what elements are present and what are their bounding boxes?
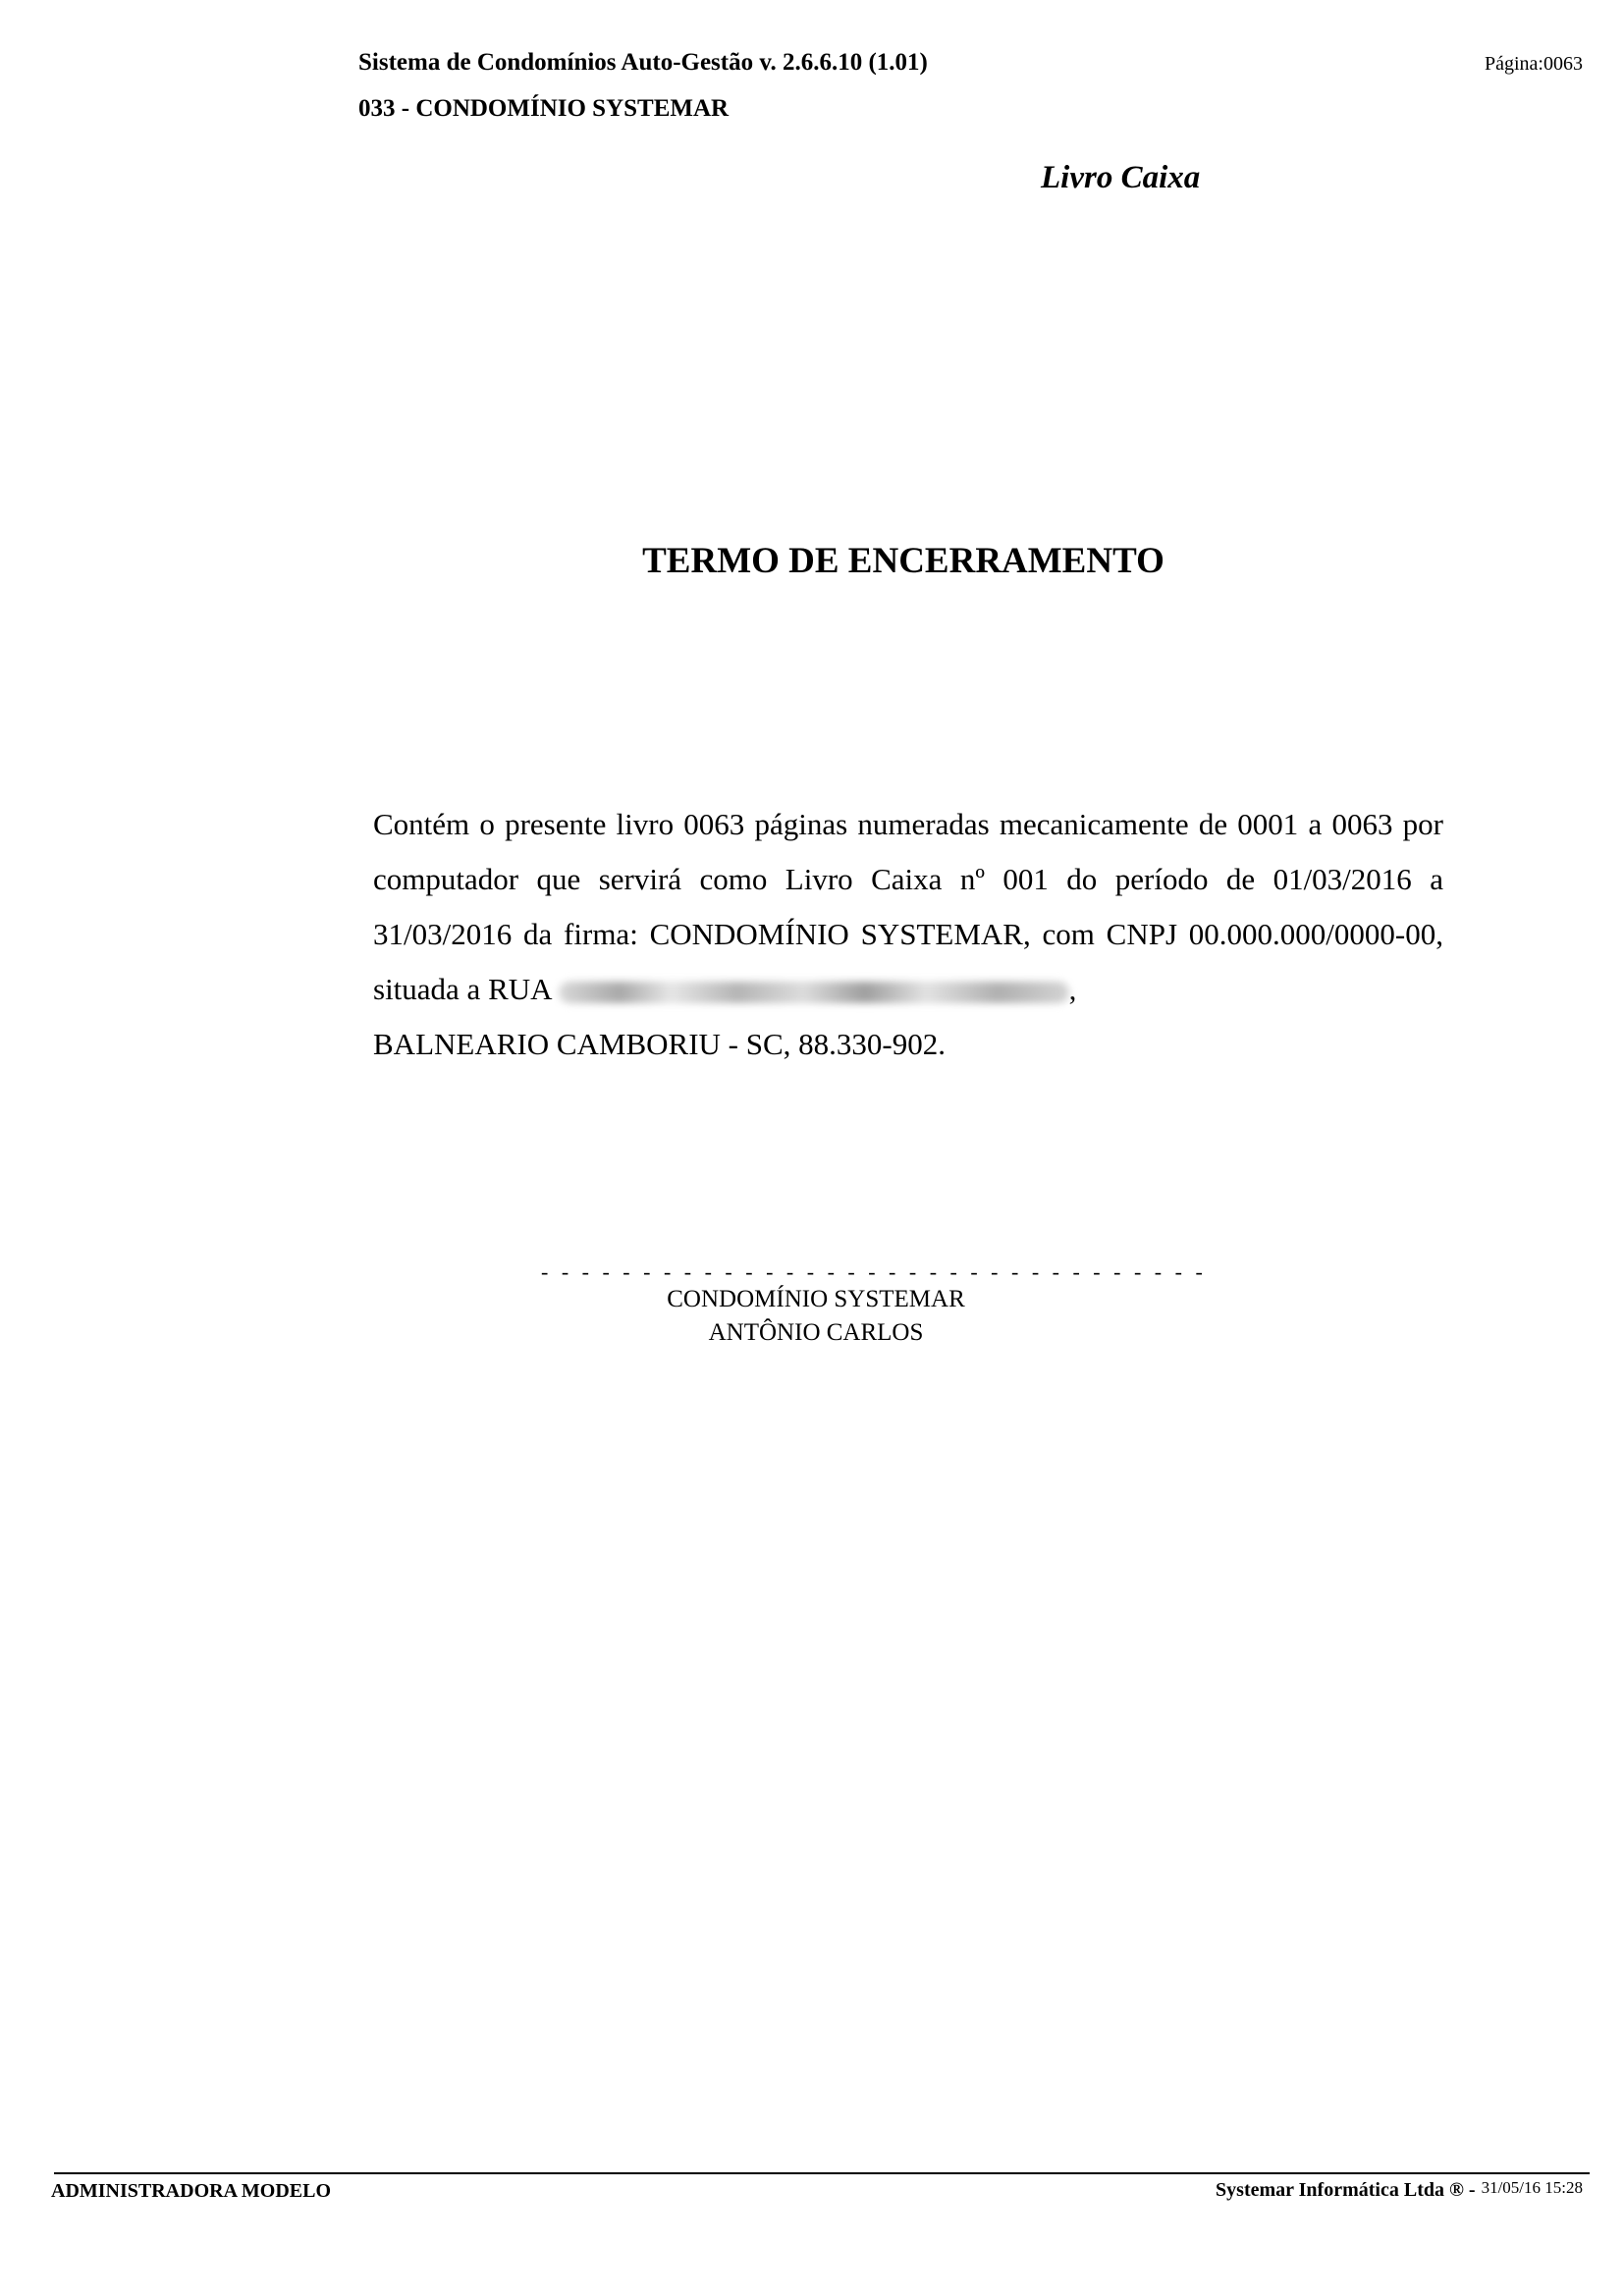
system-title: Sistema de Condomínios Auto-Gestão v. 2.6.6.10 (1.01) <box>358 49 928 76</box>
book-title: Livro Caixa <box>1041 160 1201 195</box>
closing-term-intro: Contém o presente livro 0063 páginas numeradas mecanicamente de 0001 a 0063 por computador que servirá como Livro Caixa nº 001 do período de 01/03/2016 a 31/03/2016 da firma: CONDOMÍNIO SYSTEMAR, com CNPJ 00.000.000/0000-00, situada a RUA <box>373 807 1443 1006</box>
address-comma: , <box>1068 972 1077 1006</box>
footer-divider <box>54 2172 1590 2174</box>
condo-name: 033 - CONDOMÍNIO SYSTEMAR <box>358 95 730 122</box>
document-title: TERMO DE ENCERRAMENTO <box>642 541 1164 581</box>
signature-entity: CONDOMÍNIO SYSTEMAR <box>667 1286 965 1312</box>
redacted-address <box>559 982 1069 1003</box>
page-number: Página:0063 <box>1485 53 1583 75</box>
city-line: BALNEARIO CAMBORIU - SC, 88.330-902. <box>373 1027 946 1061</box>
signature-name: ANTÔNIO CARLOS <box>708 1319 924 1346</box>
footer-administrator: ADMINISTRADORA MODELO <box>51 2180 332 2202</box>
closing-term-text <box>373 797 1443 1072</box>
footer-credits <box>1216 2178 1583 2202</box>
signature-line: - - - - - - - - - - - - - - - - - - - - - - - - - - - - - - - - - <box>541 1259 1207 1284</box>
signature-block <box>541 1259 1207 1350</box>
footer-timestamp: 31/05/16 15:28 <box>1481 2178 1583 2197</box>
closing-term-paragraph <box>373 797 1443 1017</box>
footer-company: Systemar Informática Ltda ® - <box>1216 2179 1476 2201</box>
